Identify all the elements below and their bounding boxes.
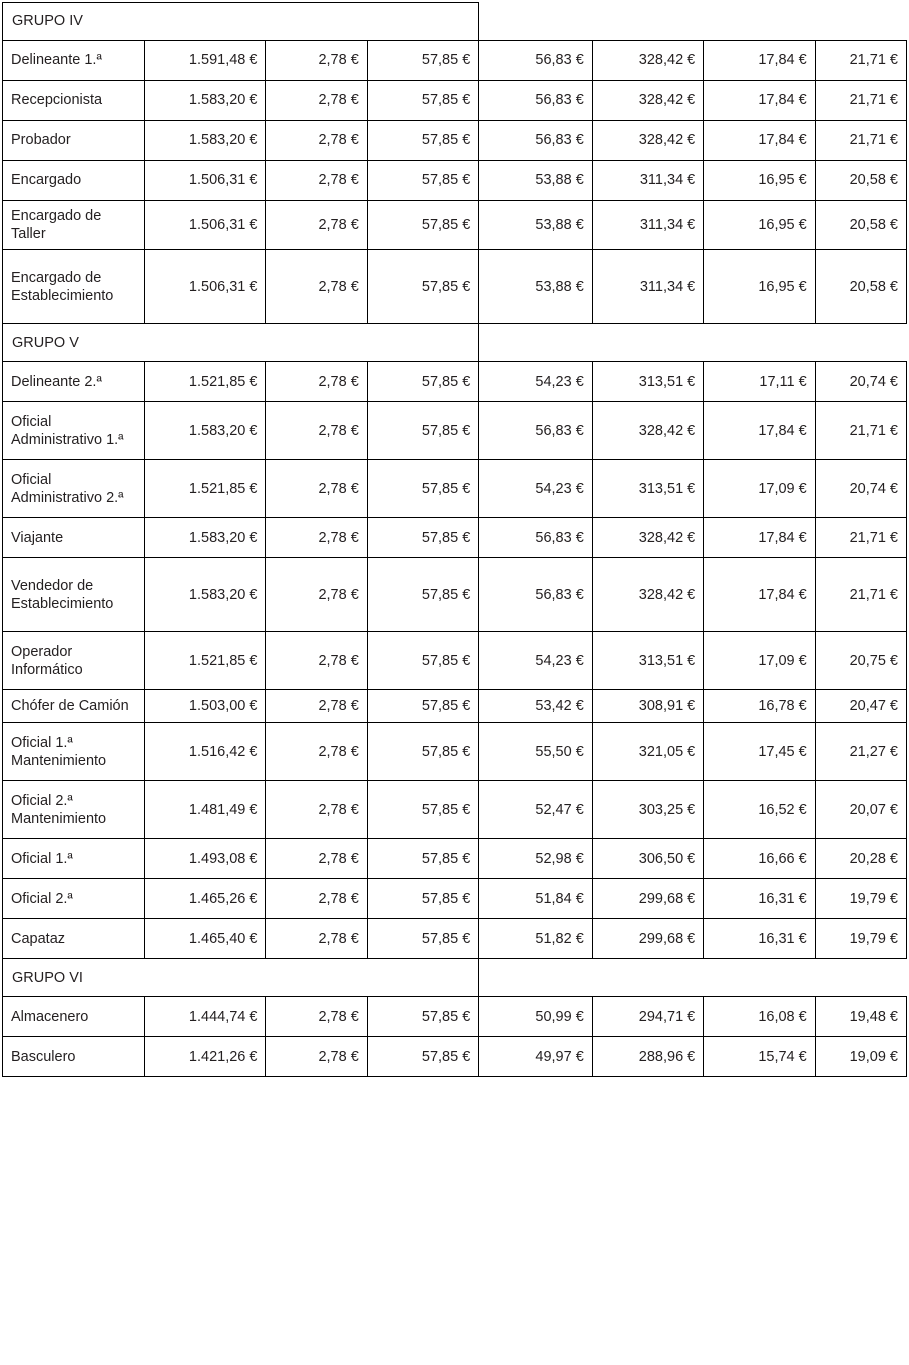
table-row [3,781,907,839]
row-value-cell: 57,85 € [367,250,479,324]
row-value-cell: 303,25 € [592,781,703,839]
row-value-cell: 2,78 € [266,250,367,324]
row-category-label: Almacenero [3,997,145,1037]
row-value-cell: 2,78 € [266,919,367,959]
row-value-cell: 20,28 € [815,839,906,879]
row-value-cell: 51,84 € [479,879,592,919]
row-value-cell: 57,85 € [367,879,479,919]
row-value-cell: 17,09 € [704,460,815,518]
row-category-label: Viajante [3,518,145,558]
row-category-label: Encargado [3,161,145,201]
table-row [3,460,907,518]
row-value-cell: 2,78 € [266,402,367,460]
row-value-cell: 52,47 € [479,781,592,839]
table-row [3,362,907,402]
row-value-cell: 51,82 € [479,919,592,959]
row-value-cell: 2,78 € [266,121,367,161]
row-category-label: Oficial Administrativo 1.ª [3,402,145,460]
row-value-cell: 1.503,00 € [144,690,266,723]
row-value-cell: 56,83 € [479,558,592,632]
table-row [3,250,907,324]
group-header-blank [479,959,907,997]
row-value-cell: 1.506,31 € [144,250,266,324]
row-value-cell: 16,78 € [704,690,815,723]
row-value-cell: 54,23 € [479,460,592,518]
row-value-cell: 53,88 € [479,161,592,201]
row-category-label: Oficial 1.ª [3,839,145,879]
row-value-cell: 1.421,26 € [144,1037,266,1077]
row-value-cell: 57,85 € [367,201,479,250]
row-value-cell: 1.465,40 € [144,919,266,959]
row-value-cell: 2,78 € [266,781,367,839]
row-value-cell: 57,85 € [367,839,479,879]
row-value-cell: 2,78 € [266,690,367,723]
row-value-cell: 2,78 € [266,723,367,781]
table-row [3,41,907,81]
row-category-label: Delineante 2.ª [3,362,145,402]
row-value-cell: 2,78 € [266,997,367,1037]
row-value-cell: 57,85 € [367,632,479,690]
row-value-cell: 20,58 € [815,250,906,324]
row-value-cell: 299,68 € [592,919,703,959]
row-value-cell: 16,31 € [704,879,815,919]
row-value-cell: 1.521,85 € [144,460,266,518]
row-category-label: Operador Informático [3,632,145,690]
row-value-cell: 17,84 € [704,402,815,460]
group-header-blank [479,324,907,362]
row-value-cell: 299,68 € [592,879,703,919]
row-value-cell: 311,34 € [592,250,703,324]
row-category-label: Oficial Administrativo 2.ª [3,460,145,518]
table-row [3,919,907,959]
row-value-cell: 1.444,74 € [144,997,266,1037]
row-value-cell: 21,27 € [815,723,906,781]
row-value-cell: 1.493,08 € [144,839,266,879]
row-value-cell: 21,71 € [815,41,906,81]
table-row [3,997,907,1037]
row-value-cell: 328,42 € [592,402,703,460]
row-value-cell: 328,42 € [592,518,703,558]
table-row [3,402,907,460]
row-value-cell: 1.465,26 € [144,879,266,919]
row-value-cell: 1.583,20 € [144,81,266,121]
row-value-cell: 21,71 € [815,121,906,161]
table-row [3,723,907,781]
wage-table-body [3,3,907,1077]
group-header-blank [479,3,907,41]
row-value-cell: 2,78 € [266,1037,367,1077]
row-value-cell: 1.591,48 € [144,41,266,81]
row-value-cell: 57,85 € [367,362,479,402]
row-value-cell: 20,07 € [815,781,906,839]
row-category-label: Encargado de Taller [3,201,145,250]
row-value-cell: 1.506,31 € [144,161,266,201]
row-value-cell: 1.583,20 € [144,558,266,632]
row-value-cell: 19,09 € [815,1037,906,1077]
row-value-cell: 57,85 € [367,41,479,81]
row-value-cell: 57,85 € [367,1037,479,1077]
row-value-cell: 56,83 € [479,81,592,121]
row-value-cell: 1.583,20 € [144,402,266,460]
table-row [3,558,907,632]
row-value-cell: 17,84 € [704,121,815,161]
row-value-cell: 313,51 € [592,632,703,690]
row-category-label: Probador [3,121,145,161]
group-header-row [3,3,907,41]
row-category-label: Basculero [3,1037,145,1077]
row-value-cell: 2,78 € [266,518,367,558]
row-value-cell: 15,74 € [704,1037,815,1077]
row-value-cell: 2,78 € [266,41,367,81]
row-value-cell: 2,78 € [266,460,367,518]
row-value-cell: 328,42 € [592,558,703,632]
row-value-cell: 20,58 € [815,161,906,201]
table-row [3,121,907,161]
row-value-cell: 56,83 € [479,41,592,81]
group-label: GRUPO VI [3,959,479,997]
row-value-cell: 21,71 € [815,81,906,121]
row-value-cell: 16,95 € [704,250,815,324]
row-value-cell: 328,42 € [592,41,703,81]
group-label: GRUPO V [3,324,479,362]
row-value-cell: 19,79 € [815,919,906,959]
row-value-cell: 20,74 € [815,460,906,518]
row-value-cell: 313,51 € [592,460,703,518]
row-value-cell: 308,91 € [592,690,703,723]
table-row [3,161,907,201]
row-value-cell: 328,42 € [592,81,703,121]
row-value-cell: 2,78 € [266,161,367,201]
row-category-label: Capataz [3,919,145,959]
row-value-cell: 306,50 € [592,839,703,879]
row-value-cell: 1.516,42 € [144,723,266,781]
row-value-cell: 53,42 € [479,690,592,723]
row-value-cell: 21,71 € [815,558,906,632]
group-header-row [3,959,907,997]
row-value-cell: 53,88 € [479,201,592,250]
table-row [3,690,907,723]
row-value-cell: 56,83 € [479,121,592,161]
row-value-cell: 57,85 € [367,81,479,121]
row-value-cell: 311,34 € [592,161,703,201]
row-value-cell: 57,85 € [367,690,479,723]
row-value-cell: 57,85 € [367,518,479,558]
row-category-label: Encargado de Establecimiento [3,250,145,324]
row-value-cell: 57,85 € [367,402,479,460]
row-value-cell: 2,78 € [266,201,367,250]
table-row [3,879,907,919]
row-value-cell: 57,85 € [367,781,479,839]
group-header-row [3,324,907,362]
row-value-cell: 2,78 € [266,558,367,632]
row-value-cell: 57,85 € [367,997,479,1037]
table-row [3,632,907,690]
row-category-label: Chófer de Camión [3,690,145,723]
row-value-cell: 57,85 € [367,460,479,518]
row-value-cell: 20,74 € [815,362,906,402]
row-value-cell: 56,83 € [479,518,592,558]
row-value-cell: 57,85 € [367,121,479,161]
row-value-cell: 16,66 € [704,839,815,879]
row-value-cell: 54,23 € [479,362,592,402]
row-value-cell: 57,85 € [367,723,479,781]
row-category-label: Recepcionista [3,81,145,121]
row-value-cell: 19,79 € [815,879,906,919]
row-value-cell: 321,05 € [592,723,703,781]
row-value-cell: 17,09 € [704,632,815,690]
row-value-cell: 53,88 € [479,250,592,324]
row-value-cell: 1.583,20 € [144,518,266,558]
row-value-cell: 294,71 € [592,997,703,1037]
row-value-cell: 19,48 € [815,997,906,1037]
row-category-label: Oficial 1.ª Mantenimiento [3,723,145,781]
row-value-cell: 20,58 € [815,201,906,250]
row-value-cell: 2,78 € [266,879,367,919]
row-category-label: Oficial 2.ª [3,879,145,919]
row-value-cell: 55,50 € [479,723,592,781]
table-row [3,518,907,558]
row-value-cell: 2,78 € [266,632,367,690]
row-value-cell: 16,95 € [704,201,815,250]
row-value-cell: 57,85 € [367,161,479,201]
row-category-label: Oficial 2.ª Mantenimiento [3,781,145,839]
table-row [3,1037,907,1077]
row-value-cell: 17,84 € [704,558,815,632]
row-value-cell: 1.521,85 € [144,632,266,690]
row-value-cell: 52,98 € [479,839,592,879]
wage-table [2,2,907,1077]
row-value-cell: 16,95 € [704,161,815,201]
row-value-cell: 1.481,49 € [144,781,266,839]
row-value-cell: 17,11 € [704,362,815,402]
row-value-cell: 2,78 € [266,81,367,121]
row-category-label: Delineante 1.ª [3,41,145,81]
row-value-cell: 21,71 € [815,402,906,460]
row-value-cell: 21,71 € [815,518,906,558]
row-value-cell: 16,08 € [704,997,815,1037]
table-row [3,201,907,250]
row-value-cell: 54,23 € [479,632,592,690]
group-label: GRUPO IV [3,3,479,41]
row-value-cell: 49,97 € [479,1037,592,1077]
row-value-cell: 17,84 € [704,518,815,558]
row-value-cell: 328,42 € [592,121,703,161]
row-category-label: Vendedor de Establecimiento [3,558,145,632]
row-value-cell: 17,84 € [704,41,815,81]
row-value-cell: 16,52 € [704,781,815,839]
table-row [3,81,907,121]
row-value-cell: 17,45 € [704,723,815,781]
row-value-cell: 1.521,85 € [144,362,266,402]
row-value-cell: 313,51 € [592,362,703,402]
row-value-cell: 20,47 € [815,690,906,723]
row-value-cell: 16,31 € [704,919,815,959]
row-value-cell: 1.506,31 € [144,201,266,250]
row-value-cell: 57,85 € [367,558,479,632]
table-row [3,839,907,879]
row-value-cell: 1.583,20 € [144,121,266,161]
row-value-cell: 56,83 € [479,402,592,460]
row-value-cell: 20,75 € [815,632,906,690]
row-value-cell: 2,78 € [266,362,367,402]
row-value-cell: 50,99 € [479,997,592,1037]
row-value-cell: 288,96 € [592,1037,703,1077]
row-value-cell: 2,78 € [266,839,367,879]
row-value-cell: 17,84 € [704,81,815,121]
row-value-cell: 57,85 € [367,919,479,959]
row-value-cell: 311,34 € [592,201,703,250]
